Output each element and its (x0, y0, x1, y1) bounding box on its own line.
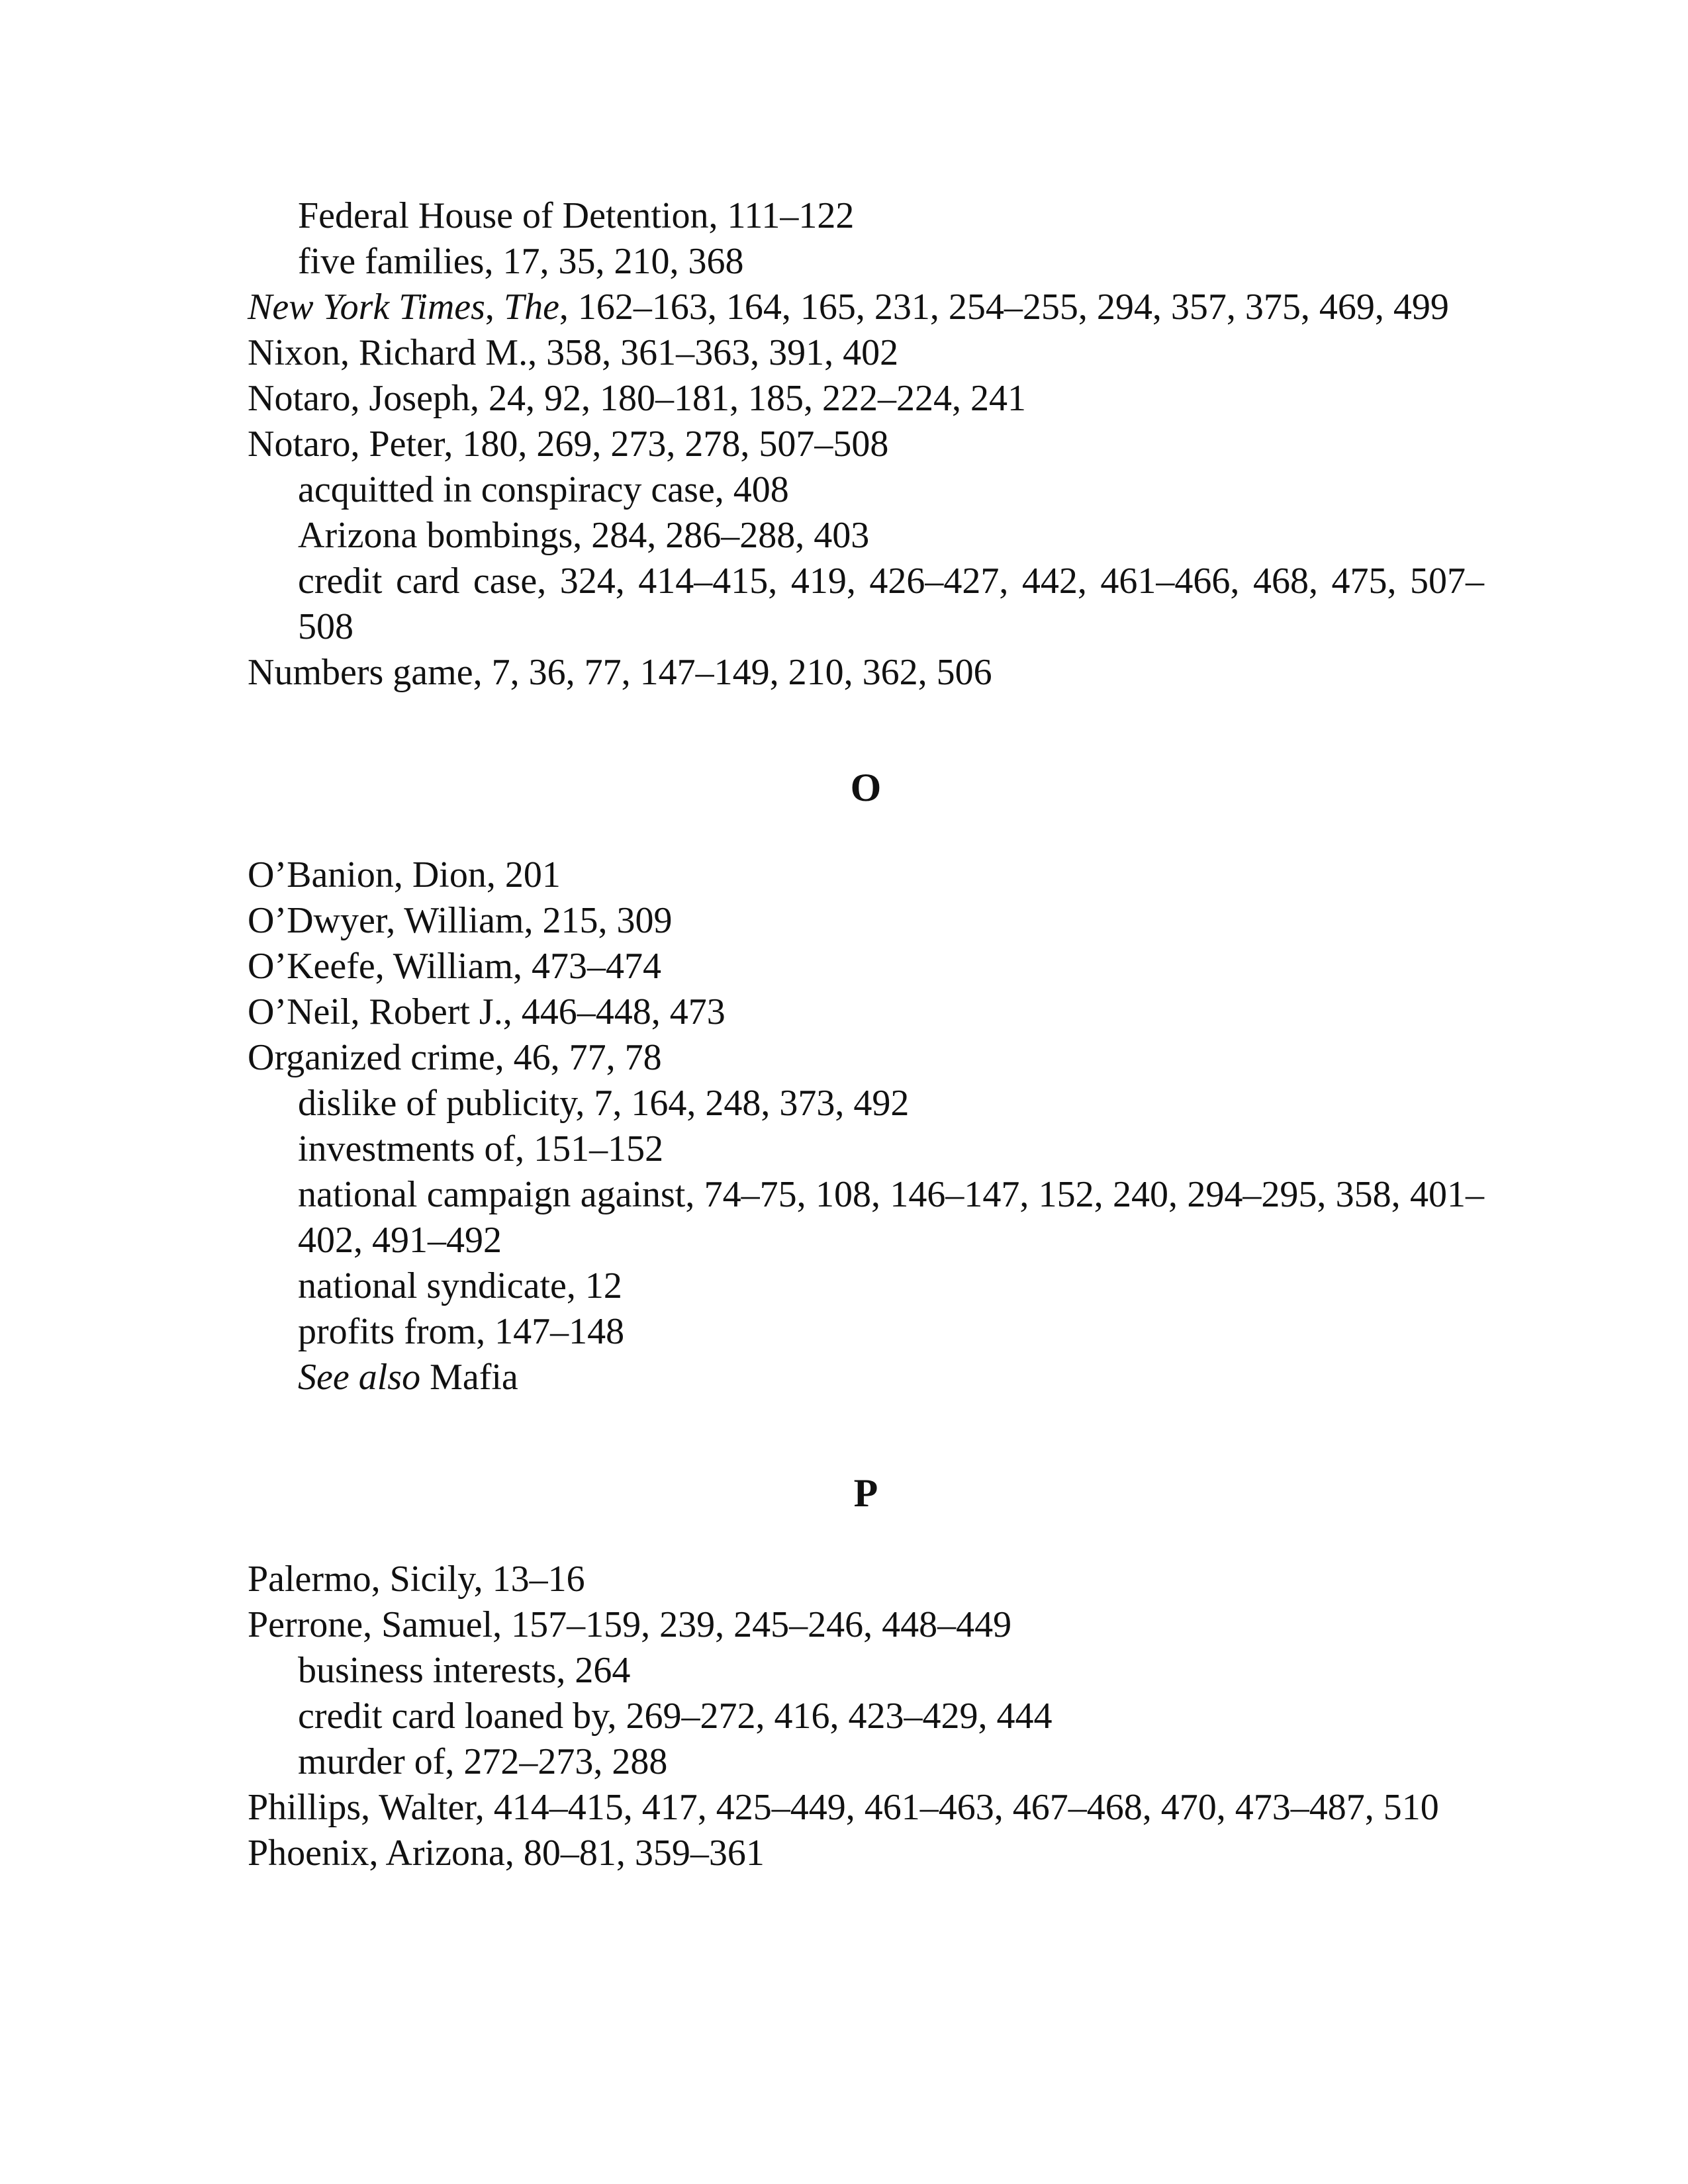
entry-separator: , (485, 287, 504, 328)
index-entry-phillips: Phillips, Walter, 414–415, 417, 425–449, 461–463, 467–468, 470, 473–487, 510 (248, 1787, 1439, 1828)
index-entry-palermo: Palermo, Sicily, 13–16 (248, 1559, 585, 1600)
index-entry-organized-crime: Organized crime, 46, 77, 78 (248, 1037, 662, 1078)
section-heading-p: P (853, 1471, 878, 1515)
publication-title: New York Times (248, 287, 485, 328)
entry-pages: , 162–163, 164, 165, 231, 254–255, 294, 357, 375, 469, 499 (559, 287, 1449, 328)
index-entry-notaro-peter: Notaro, Peter, 180, 269, 273, 278, 507–508 (248, 424, 889, 465)
index-subentry-national-campaign: national campaign against, 74–75, 108, 146–147, 152, 240, 294–295, 358, 401–402, 491–492 (298, 1174, 1484, 1261)
index-subentry-murder: murder of, 272–273, 288 (298, 1741, 668, 1782)
index-subentry-dislike-publicity: dislike of publicity, 7, 164, 248, 373, 492 (298, 1083, 910, 1124)
see-also-target: Mafia (420, 1357, 518, 1398)
index-subentry-arizona-bombings: Arizona bombings, 284, 286–288, 403 (298, 515, 870, 556)
index-subentry-credit-card-loaned: credit card loaned by, 269–272, 416, 423–429, 444 (298, 1696, 1053, 1737)
index-entry-numbers-game: Numbers game, 7, 36, 77, 147–149, 210, 362, 506 (248, 652, 992, 693)
index-subentry-acquitted: acquitted in conspiracy case, 408 (298, 469, 789, 510)
index-entry-new-york-times (248, 285, 1484, 330)
index-subentry-national-syndicate: national syndicate, 12 (298, 1265, 622, 1306)
index-entry-oneil: O’Neil, Robert J., 446–448, 473 (248, 991, 726, 1032)
index-subentry-business-interests: business interests, 264 (298, 1650, 631, 1691)
index-subentry-credit-card-case: credit card case, 324, 414–415, 419, 426–427, 442, 461–466, 468, 475, 507–508 (298, 561, 1484, 647)
index-subentry-profits: profits from, 147–148 (298, 1311, 625, 1352)
index-entry-odwyer: O’Dwyer, William, 215, 309 (248, 900, 673, 941)
index-entry-nixon: Nixon, Richard M., 358, 361–363, 391, 402 (248, 332, 899, 373)
index-entry-phoenix: Phoenix, Arizona, 80–81, 359–361 (248, 1833, 765, 1874)
publication-article: The (503, 287, 559, 328)
index-subentry-see-also (248, 1355, 1484, 1400)
index-entry-perrone: Perrone, Samuel, 157–159, 239, 245–246, 448–449 (248, 1604, 1012, 1645)
index-subentry-five-families: five families, 17, 35, 210, 368 (298, 241, 744, 282)
index-subentry-federal-house: Federal House of Detention, 111–122 (298, 195, 855, 236)
index-entry-okeefe: O’Keefe, William, 473–474 (248, 946, 661, 987)
index-page (248, 193, 1484, 1876)
index-entry-notaro-joseph: Notaro, Joseph, 24, 92, 180–181, 185, 222–224, 241 (248, 378, 1026, 419)
index-entry-obanion: O’Banion, Dion, 201 (248, 854, 561, 895)
section-heading-o: O (850, 766, 882, 809)
see-also-label: See also (298, 1357, 421, 1398)
index-subentry-investments: investments of, 151–152 (298, 1128, 664, 1169)
